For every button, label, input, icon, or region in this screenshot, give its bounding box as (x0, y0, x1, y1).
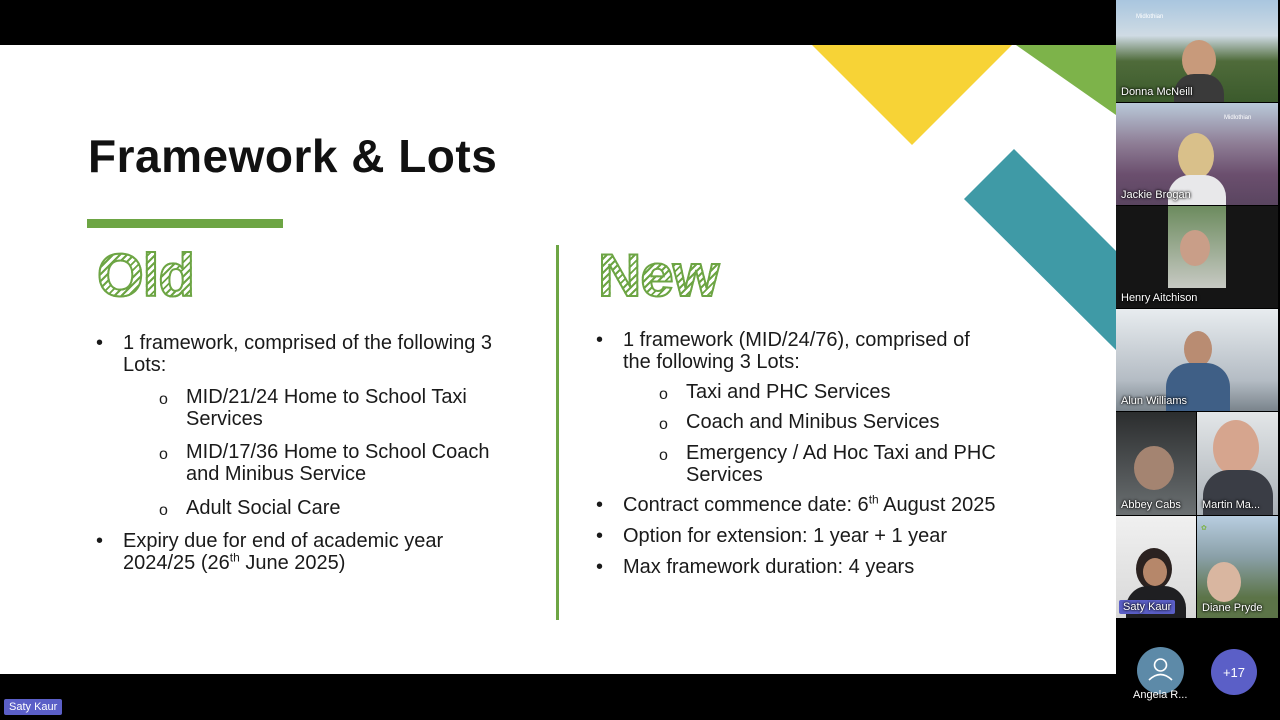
participant-tile-alun[interactable] (1116, 309, 1278, 411)
brand-logo: Midlothian (1136, 14, 1164, 20)
new-bullet-list (596, 329, 996, 578)
active-speaker-label: Saty Kaur (4, 699, 62, 715)
title-underline (87, 219, 283, 228)
list-item: • Max framework duration: 4 years (596, 556, 996, 578)
slide-title: Framework & Lots (88, 130, 498, 182)
participant-name: Abbey Cabs (1121, 499, 1181, 511)
participant-tile-henry[interactable] (1116, 206, 1278, 308)
participant-video (1134, 446, 1174, 490)
participant-name: Henry Aitchison (1121, 292, 1198, 304)
list-item: • Option for extension: 1 year + 1 year (596, 525, 996, 547)
list-item: o MID/21/24 Home to School Taxi Services (96, 386, 516, 430)
brand-logo: ✿ (1201, 525, 1207, 532)
participant-tile-donna[interactable] (1116, 0, 1278, 102)
list-item: • Contract commence date: 6th August 2025 (596, 494, 996, 516)
list-item: o MID/17/36 Home to School Coach and Minibus Service (96, 441, 516, 485)
participant-name: Jackie Brogan (1121, 189, 1191, 201)
presentation-slide (0, 45, 1116, 674)
teal-band-decoration (960, 145, 1116, 355)
participant-video (1184, 331, 1212, 367)
participant-tile-saty[interactable] (1116, 516, 1196, 618)
list-item: • Expiry due for end of academic year 2024/25 (26th June 2025) (96, 530, 516, 574)
green-triangle-decoration (1016, 45, 1116, 117)
participant-avatar-angela[interactable] (1137, 647, 1184, 694)
participant-video (1143, 558, 1167, 586)
list-item: o Coach and Minibus Services (596, 411, 996, 433)
participant-name: Saty Kaur (1119, 600, 1175, 614)
participant-name: Angela R... (1133, 689, 1188, 701)
brand-logo: Midlothian (1224, 115, 1252, 121)
participant-video (1180, 230, 1210, 266)
participant-tile-diane[interactable] (1197, 516, 1278, 618)
participant-tile-martin[interactable] (1197, 412, 1278, 515)
list-item: o Adult Social Care (96, 497, 516, 519)
participant-name: Diane Pryde (1202, 602, 1263, 614)
list-item: o Emergency / Ad Hoc Taxi and PHC Services (596, 442, 996, 486)
list-item: • 1 framework, comprised of the following 3 Lots: (96, 332, 516, 376)
participant-name: Donna McNeill (1121, 86, 1193, 98)
yellow-triangle-decoration (812, 45, 1012, 147)
old-bullet-list (96, 332, 516, 574)
participant-name: Alun Williams (1121, 395, 1188, 407)
column-divider (556, 245, 559, 620)
new-column-heading: New (598, 242, 719, 309)
participant-tile-jackie[interactable] (1116, 103, 1278, 205)
participant-video (1207, 562, 1241, 602)
list-item: • 1 framework (MID/24/76), comprised of the following 3 Lots: (596, 329, 996, 373)
participant-name: Martin Ma... (1202, 499, 1261, 511)
old-column-heading: Old (97, 242, 194, 309)
participant-video (1178, 133, 1214, 179)
list-item: o Taxi and PHC Services (596, 381, 996, 403)
participant-video (1213, 420, 1259, 476)
person-icon (1137, 647, 1184, 694)
participant-tile-abbey[interactable] (1116, 412, 1196, 515)
more-participants-button[interactable]: +17 (1211, 649, 1257, 695)
